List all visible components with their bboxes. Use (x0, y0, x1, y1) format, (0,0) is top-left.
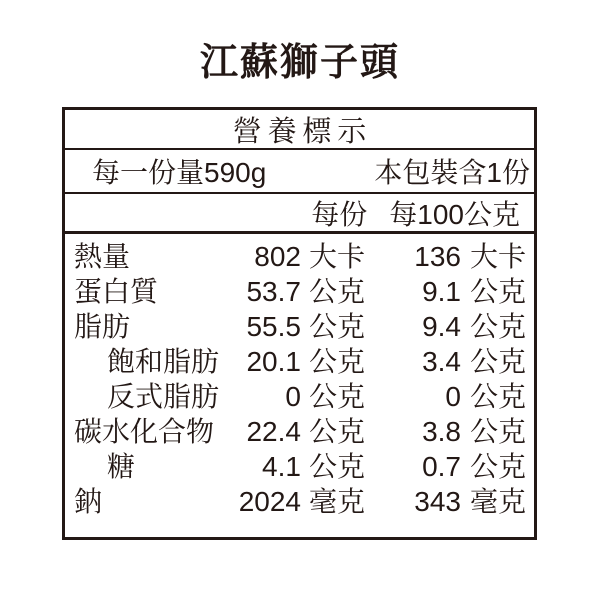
table-title: 營養標示 (232, 115, 372, 148)
per-100g-unit: 公克 (470, 276, 527, 307)
column-header-per-100g: 每100公克 (389, 198, 520, 230)
row-label: 脂肪 (74, 311, 131, 342)
per-100g-unit: 公克 (470, 451, 527, 482)
nutrition-row (65, 449, 534, 484)
per-serving-value: 2024 (238, 486, 301, 517)
per-serving-value: 0 (285, 381, 301, 412)
row-label: 碳水化合物 (74, 416, 215, 447)
per-serving-value: 22.4 (246, 416, 301, 447)
per-serving-value: 53.7 (246, 276, 301, 307)
nutrition-row (65, 309, 534, 344)
per-serving-unit: 公克 (308, 416, 365, 447)
per-serving-unit: 毫克 (308, 486, 365, 517)
per-100g-value: 0 (445, 381, 461, 412)
per-100g-unit: 公克 (470, 346, 527, 377)
nutrition-rows (65, 234, 534, 519)
row-label: 飽和脂肪 (107, 346, 220, 377)
servings-per-package-label: 本包裝含1份 (374, 157, 530, 188)
row-label: 蛋白質 (74, 276, 159, 307)
per-100g-value: 3.8 (422, 416, 461, 447)
nutrition-row (65, 274, 534, 309)
per-100g-value: 9.4 (422, 311, 461, 342)
per-100g-value: 136 (414, 241, 461, 272)
per-serving-unit: 公克 (308, 381, 365, 412)
nutrition-row (65, 344, 534, 379)
table-header-row (65, 110, 534, 150)
per-100g-unit: 公克 (470, 311, 527, 342)
row-label: 鈉 (74, 486, 103, 517)
serving-size-label: 每一份量590g (92, 157, 267, 188)
per-serving-unit: 大卡 (308, 241, 365, 272)
per-serving-value: 802 (254, 241, 301, 272)
page-title: 江蘇獅子頭 (199, 42, 400, 84)
per-serving-unit: 公克 (308, 346, 365, 377)
per-100g-value: 9.1 (422, 276, 461, 307)
nutrition-row (65, 484, 534, 519)
nutrition-row (65, 379, 534, 414)
row-label: 糖 (107, 451, 136, 482)
row-label: 反式脂肪 (107, 381, 220, 412)
column-header-row (65, 194, 534, 234)
per-serving-unit: 公克 (308, 276, 365, 307)
per-serving-unit: 公克 (308, 451, 365, 482)
nutrition-row (65, 239, 534, 274)
nutrition-table (62, 107, 537, 540)
row-label: 熱量 (74, 241, 131, 272)
per-100g-unit: 毫克 (470, 486, 527, 517)
per-100g-value: 0.7 (422, 451, 461, 482)
per-100g-unit: 大卡 (470, 241, 527, 272)
per-100g-unit: 公克 (470, 416, 527, 447)
per-serving-value: 20.1 (246, 346, 301, 377)
per-serving-unit: 公克 (308, 311, 365, 342)
per-serving-value: 55.5 (246, 311, 301, 342)
per-100g-value: 3.4 (422, 346, 461, 377)
per-100g-unit: 公克 (470, 381, 527, 412)
column-header-per-serving: 每份 (311, 198, 368, 230)
per-serving-value: 4.1 (262, 451, 301, 482)
nutrition-row (65, 414, 534, 449)
serving-info-row (65, 150, 534, 194)
per-100g-value: 343 (414, 486, 461, 517)
